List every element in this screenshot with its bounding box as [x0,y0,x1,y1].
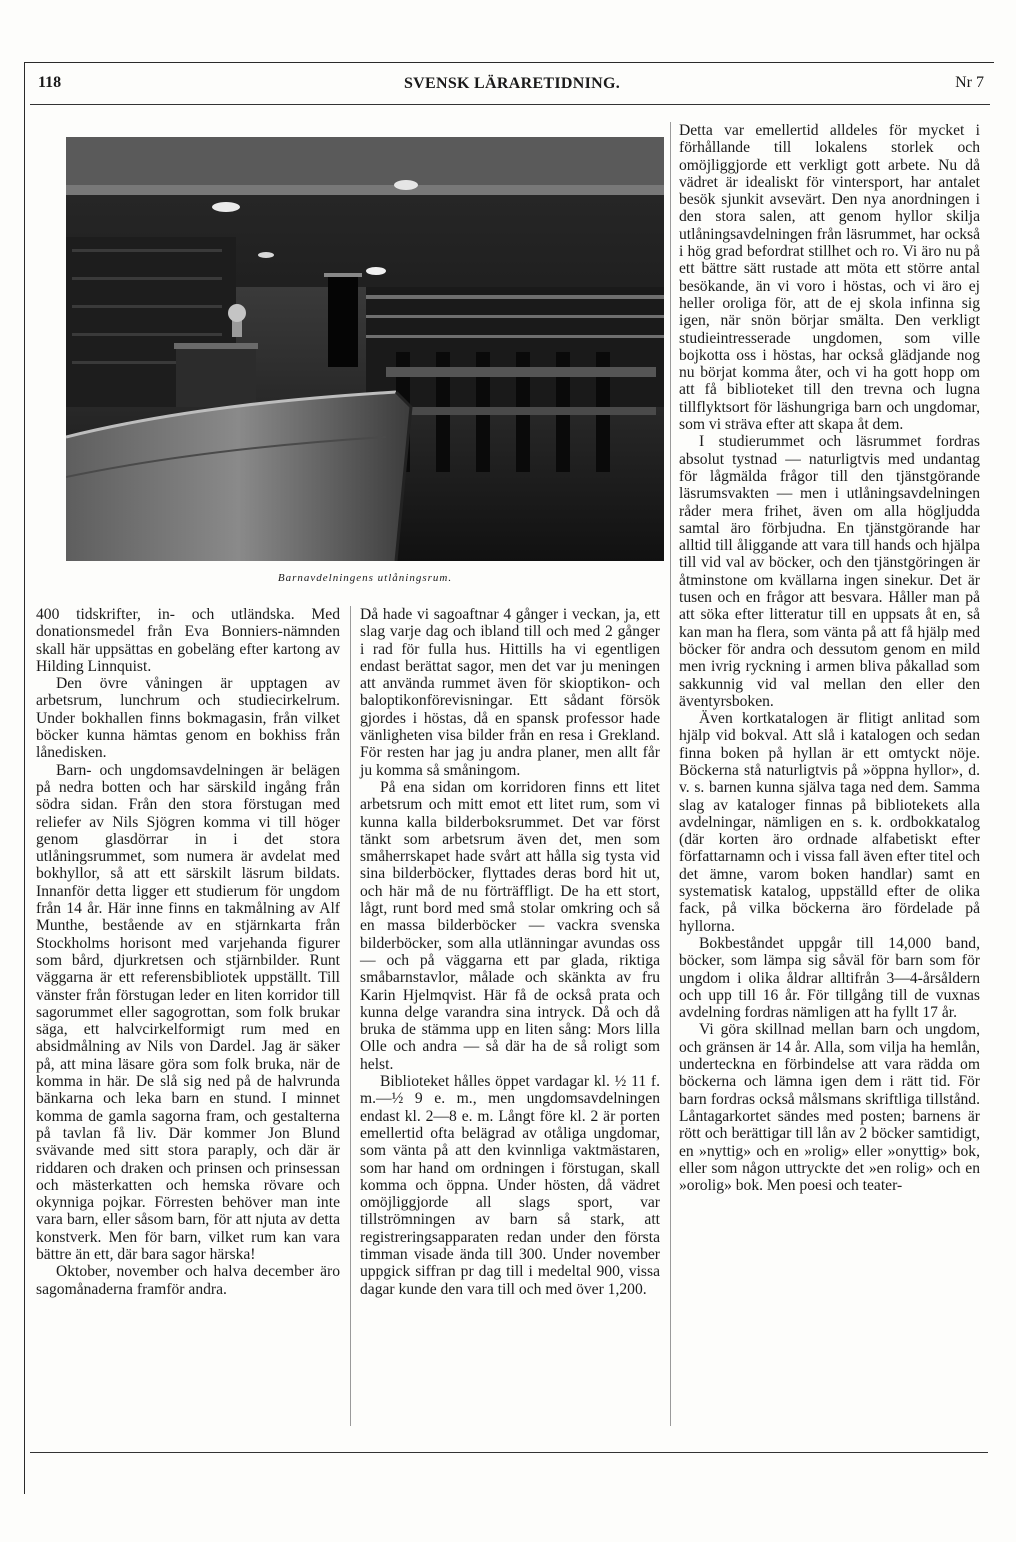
paragraph: Vi göra skillnad mellan barn och ungdom, och gränsen är 14 år. Alla, som vilja ha hemlån, underteckna en förbindelse att vara rädda om böckerna och lämna igen dem i rätt tid. För barn fordras också målsmans skriftliga tillstånd. Låntagarkortet sändes med posten; barnens är rött och berättigar till lån av 2 böcker samtidigt, en »nyttig» och en »rolig» eller »onyttig» bok, eller som någon uttryckte det »en rolig» och en »orolig» bok. Men poesi och teater- [679,1021,980,1195]
photo-caption: Barnavdelningens utlåningsrum. [277,572,453,584]
column-divider [350,606,351,1426]
masthead-title: SVENSK LÄRARETIDNING. [403,75,621,92]
paragraph: Biblioteket hålles öppet vardagar kl. ½ 11 f. m.—½ 9 e. m., men ungdomsavdelningen endast kl. 2—8 e. m. Långt före kl. 2 är porten emellertid ofta belägrad av otåliga ungdomar, som vänta på att den kvinnliga vaktmästaren, som har hand om ordningen i förstugan, skall komma och öppna. Under hösten, då vädret omöjliggjorde all slags sport, var tillströmningen av barn så stark, att registreringsapparaten redan under den första timman visade ända till 300. Under november uppgick siffran pr dag till i medeltal 900, vissa dagar kunde den vara till och med över 1,200. [360,1073,660,1298]
paragraph: I studierummet och läsrummet fordras absolut tystnad — naturligtvis med undantag för lågmälda frågor till den tjänstgörande läsrumsvakten — men i utlåningsavdelningen råder mera frihet, även om alla högljudda samtal äro förbjudna. En tjänstgörande har alltid till åliggande att vara till hands och hjälpa till vid val av böcker, och den tjänstgöringen är åtminstone om kvällarna ingen sinekur. Det är tusen och en frågor att besvara. Håller man på att söka efter litteratur till en uppsats åt en, så kan man ha flera, som vänta på att få hjälp med böcker för andra och dessutom genom en mild men ivrig ryckning i armen bliva påkallad som sakkunnig vid val mellan den eller den äventyrsboken. [679,433,980,710]
column-middle [360,606,660,1298]
paragraph: Barn- och ungdomsavdelningen är belägen på nedra botten och har särskild ingång från södra sidan. Från den stora förstugan med reliefer av Nils Sjögren komma vi till höger genom glasdörrar in i det stora utlåningsrummet, som numera är avdelat med bokhyllor, så att ett särskilt läsrum bildats. Innanför detta ligger ett studierum för ungdom från 14 år. Här inne finns en takmålning av Alf Munthe, bestående av en stjärnkarta från Stockholms horisont med varjehanda figurer som bård, djurkretsen och stjärnbilder. Runt väggarna är ett referensbibliotek uppställt. Till vänster från förstugan leder en liten korridor till sagorummet eller sagogrottan, som folk brukar säga, ett halvcirkelformigt rum med en absidmålning av Nils von Dardel. Jag är säker på, att mina läsare göra som folk bruka, när de komma in här. De slå sig ned på de halvrunda bänkarna och leka barn en stund. I minnet komma de gamla sagorna fram, och gestalterna på tavlan få liv. Där kommer Jon Blund svävande med sitt stora paraply, och där är riddaren och draken och prinsen och prinsessan och mästerkatten och hemska rövare och okynniga pojkar. Förresten behöver man inte vara barn, eller såsom barn, för att njuta av detta konstverk. Men för barn, vilket rum kan vara bättre än ett, där bara sagor härska! [36,761,340,1263]
column-divider [670,122,671,1426]
top-frame-line [24,62,994,63]
page-header [36,74,988,100]
library-photo [66,137,664,561]
paragraph: På ena sidan om korridoren finns ett litet arbetsrum och mitt emot ett litet rum, som vi kunna kalla bilderboksrummet. Det var först tänkt som arbetsrum även det, men som småherrskapet hade svårt att hålla sig tysta vid sina bilderböcker, flyttades deras bord hit ut, och här må de nu förträffligt. De ha ett stort, lågt, runt bord med små stolar omkring och så en massa bilderböcker — vackra svenska bilderböcker, som alla utlänningar avundas oss — och på väggarna ett par glada, riktiga småbarnstavlor, målade och skänkta av fru Karin Hjelmqvist. Här få de också prata och kunna delge varandra sina intryck. Då och då bruka de stämma upp en liten sång: Mors lilla Olle och andra — så där ha de så roligt som helst. [360,778,660,1073]
header-rule [30,104,990,105]
left-frame-line [24,62,25,1494]
paragraph: Bokbeståndet uppgår till 14,000 band, böcker, som lämpa sig såväl för barn som för ungdom i olika åldrar alltifrån 3—4-årsåldern och upp till 16 år. För tillgång till de vuxnas avdelning fordras nämligen att ha fyllt 17 år. [679,934,980,1022]
paragraph: Detta var emellertid alldeles för mycket i förhållande till lokalens storlek och omöjliggjorde ett verkligt gott arbete. Nu då vädret är idealiskt för vintersport, har antalet besök sjunkit avsevärt. Den nya anordningen i den stora salen, att genom hyllor skilja utlåningsavdelningen från läsrummet, har också i hög grad befordrat stillhet och ro. Vi äro nu på ett bättre sätt rustade att möta ett större antal besökande, än vi voro i höstas, och vi äro ej heller oroliga för, att de ej skola infinna sig igen, när snön börjar smälta. Den verkligt studieintresserade ungdomen, som ville bojkotta oss i höstas, har också glädjande nog nu börjat komma åter, och vi ha gott hopp om att få biblioteket till den trevna och lugna tillflyktsort för läshungriga barn och ungdomar, som vi sträva efter att skapa åt dem. [679,122,980,434]
page-number: 118 [38,74,62,91]
paragraph: 400 tidskrifter, in- och utländska. Med donationsmedel från Eva Bonniers-nämnden skall här uppsättas en gobeläng efter kartong av Hilding Linnquist. [36,606,340,675]
column-left [36,606,340,1298]
paragraph: Då hade vi sagoaftnar 4 gånger i veckan, ja, ett slag varje dag och ibland till och med 2 gånger i rad för fulla hus. Hittills ha vi egentligen endast berättat sagor, men det var ju meningen att använda rummet även för skioptikon- och baloptikonförevisningar. Ett sådant försök gjordes i höstas, då en spansk professor hade vänligheten visa bilder från en resa i Grekland. För resten har jag ju andra planer, men allt får ju komma så småningom. [360,606,660,779]
paragraph: Oktober, november och halva december äro sagomånaderna framför andra. [36,1263,340,1298]
library-photo-drawing [66,137,664,561]
paragraph: Även kortkatalogen är flitigt anlitad som hjälp vid bokval. Att slå i katalogen och sedan finna boken på hyllan är ett omtyckt nöje. Böckerna stå naturligtvis på »öppna hyllor», d. v. s. barnen kunna själva taga ned dem. Samma slag av kataloger finnas på bibliotekets alla avdelningar, nämligen en s. k. ordbokkatalog (där korten äro ordnade alfabetiskt efter författarnamn och i vissa fall även efter titel och det ämne, varom boken handlar) samt en systematisk katalog, uppställd efter de olika fack, på vilka böckerna äro fördelade på hyllorna. [679,710,980,935]
issue-number: Nr 7 [955,74,984,91]
column-right [679,122,980,1194]
paragraph: Den övre våningen är upptagen av arbetsrum, lunchrum och studiecirkelrum. Under bokhallen finns bokmagasin, från vilket böcker kunna hämtas genom en bokhiss från lånedisken. [36,675,340,762]
bottom-rule [30,1452,988,1453]
